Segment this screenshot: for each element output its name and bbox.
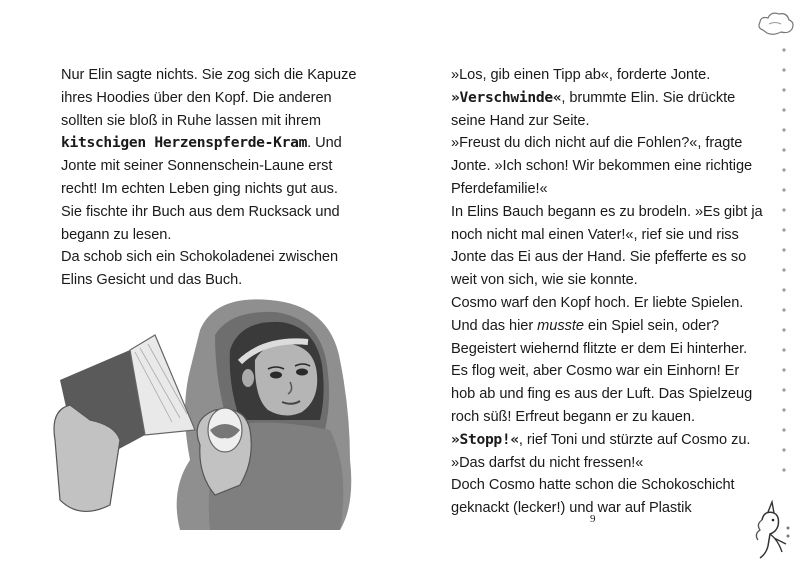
italic-text: musste (537, 317, 584, 334)
text-segment: recht! Im echten Leben ging nichts gut aus. (61, 180, 338, 197)
text-line (451, 383, 756, 406)
text-segment: Sie fischte ihr Buch aus dem Rucksack und (61, 203, 340, 220)
text-segment: Doch Cosmo hatte schon die Schokoschicht (451, 477, 735, 494)
text-segment: Jonte das Ei aus der Hand. Sie pfefferte es so (451, 249, 747, 266)
text-segment: In Elins Bauch begann es zu brodeln. »Es gibt ja (451, 203, 763, 220)
text-line (61, 132, 361, 155)
text-segment: , rief Toni und stürzte auf Cosmo zu. (518, 431, 751, 448)
text-line (61, 224, 361, 247)
text-line (61, 246, 361, 269)
text-line (451, 201, 763, 224)
text-segment: ein Spiel sein, oder? (583, 317, 720, 334)
text-line (451, 269, 756, 292)
page-number: 9 (590, 513, 596, 525)
text-segment: Begeistert wiehernd flitzte er dem Ei hinterher. (451, 340, 748, 357)
text-segment: Da schob sich ein Schokoladenei zwischen (61, 249, 339, 266)
text-line (451, 224, 756, 247)
text-segment: , brummte Elin. Sie drückte (561, 89, 736, 106)
right-text-column (451, 64, 763, 520)
text-segment: begann zu lesen. (61, 226, 172, 243)
text-segment: Elins Gesicht und das Buch. (61, 272, 243, 289)
unicorn-doodle-icon (748, 500, 794, 562)
text-segment: ihres Hoodies über den Kopf. Die anderen (61, 89, 332, 106)
text-line (451, 292, 756, 315)
text-line (61, 110, 361, 133)
text-line (61, 201, 361, 224)
text-line (451, 452, 756, 475)
text-segment: weit von sich, wie sie konnte. (451, 272, 638, 289)
face (255, 344, 317, 416)
text-segment: »Los, gib einen Tipp ab«, forderte Jonte. (451, 67, 711, 83)
text-line (451, 110, 756, 133)
text-line (61, 155, 361, 178)
text-line (451, 429, 756, 452)
text-line (451, 315, 756, 338)
text-line (61, 178, 361, 201)
text-line (451, 338, 756, 361)
text-segment: roch süß! Erfreut begann er zu kauen. (451, 408, 695, 425)
left-text-column (61, 64, 361, 292)
text-line (61, 64, 361, 87)
text-segment: . Und (307, 135, 342, 152)
text-line (451, 178, 756, 201)
text-segment: Nur Elin sagte nichts. Sie zog sich die Kapuze (61, 67, 357, 83)
text-line (451, 497, 756, 520)
text-line (451, 87, 756, 110)
text-line (451, 64, 756, 87)
text-segment: »Freust du dich nicht auf die Fohlen?«, fragte (451, 135, 743, 152)
text-line (451, 155, 756, 178)
emphasized-text: »Verschwinde« (451, 88, 562, 106)
emphasized-text: kitschigen Herzenspferde-Kram (61, 134, 308, 152)
text-segment: noch nicht mal einen Vater!«, rief sie und riss (451, 226, 739, 243)
text-line (451, 474, 756, 497)
cloud-doodle-icon (755, 8, 797, 40)
text-segment: Cosmo warf den Kopf hoch. Er liebte Spielen. (451, 294, 744, 311)
emphasized-text: »Stopp!« (451, 430, 519, 448)
text-segment: geknackt (lecker!) und war auf Plastik (451, 500, 692, 517)
text-segment: Es flog weit, aber Cosmo war ein Einhorn! Er (451, 363, 740, 380)
girl-illustration (40, 290, 370, 530)
text-segment: seine Hand zur Seite. (451, 112, 590, 129)
text-line (61, 269, 361, 292)
text-line (451, 360, 756, 383)
text-segment: Jonte. »Ich schon! Wir bekommen eine richtige (451, 158, 753, 175)
text-segment: Pferdefamilie!« (451, 180, 548, 197)
text-line (451, 132, 756, 155)
text-segment: Jonte mit seiner Sonnenschein-Laune erst (61, 158, 333, 175)
dotted-margin-line (777, 40, 791, 540)
text-segment: sollten sie bloß in Ruhe lassen mit ihrem (61, 112, 321, 129)
text-segment: Und das hier (451, 317, 538, 334)
text-line (61, 87, 361, 110)
text-segment: »Das darfst du nicht fressen!« (451, 454, 644, 471)
text-segment: hob ab und fing es aus der Luft. Das Spielzeug (451, 386, 753, 403)
text-line (451, 406, 756, 429)
text-line (451, 246, 756, 269)
